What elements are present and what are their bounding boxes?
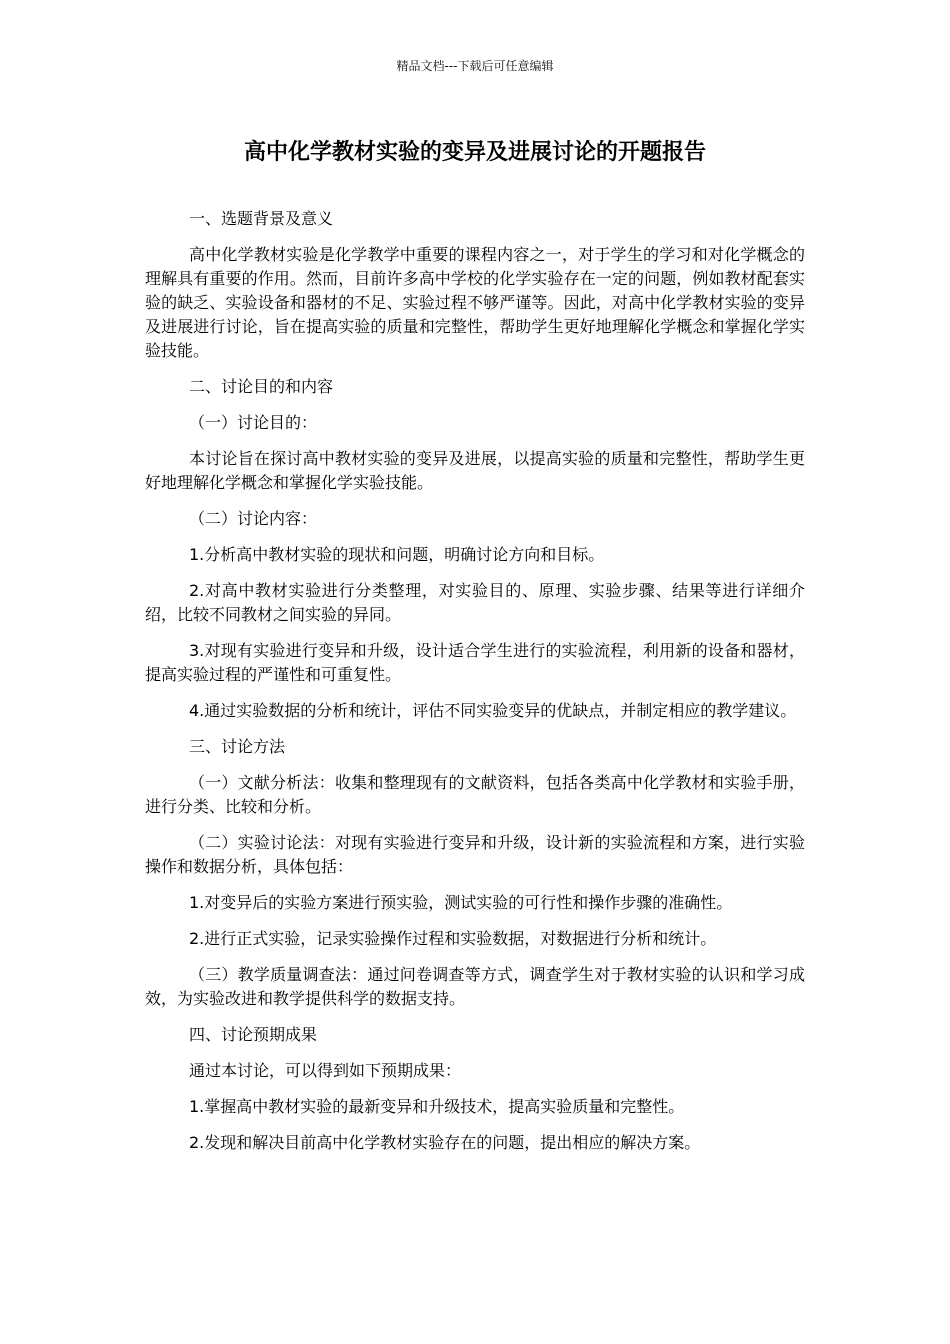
subheading-purpose: （一）讨论目的： bbox=[189, 413, 318, 432]
paragraph-purpose: 本讨论旨在探讨高中教材实验的变异及进展，以提高实验的质量和完整性，帮助学生更好地理解化学概念和掌握化学实验技能。 bbox=[145, 449, 805, 492]
paragraph-outcomes-intro: 通过本讨论，可以得到如下预期成果： bbox=[189, 1061, 462, 1080]
list-item: 2.对高中教材实验进行分类整理，对实验目的、原理、实验步骤、结果等进行详细介绍，比较不同教材之间实验的异同。 bbox=[145, 581, 805, 624]
list-item: 2.进行正式实验，记录实验操作过程和实验数据，对数据进行分析和统计。 bbox=[189, 929, 717, 948]
list-item: 1.分析高中教材实验的现状和问题，明确讨论方向和目标。 bbox=[189, 545, 605, 564]
list-item: 1.掌握高中教材实验的最新变异和升级技术，提高实验质量和完整性。 bbox=[189, 1097, 685, 1116]
page-header-note: 精品文档---下载后可任意编辑 bbox=[396, 59, 554, 73]
list-item: 4.通过实验数据的分析和统计，评估不同实验变异的优缺点，并制定相应的教学建议。 bbox=[189, 701, 797, 720]
section-heading-outcomes: 四、讨论预期成果 bbox=[189, 1025, 318, 1044]
method-literature: （一）文献分析法：收集和整理现有的文献资料，包括各类高中化学教材和实验手册，进行分类、比较和分析。 bbox=[145, 773, 805, 816]
list-item: 3.对现有实验进行变异和升级，设计适合学生进行的实验流程，利用新的设备和器材，提高实验过程的严谨性和可重复性。 bbox=[145, 641, 805, 684]
section-heading-methods: 三、讨论方法 bbox=[189, 737, 286, 756]
section-heading-purpose: 二、讨论目的和内容 bbox=[189, 377, 334, 396]
method-experiment: （二）实验讨论法：对现有实验进行变异和升级，设计新的实验流程和方案，进行实验操作和数据分析，具体包括： bbox=[145, 833, 805, 876]
document-body bbox=[145, 207, 805, 1155]
subheading-content: （二）讨论内容： bbox=[189, 509, 318, 528]
section-heading-background: 一、选题背景及意义 bbox=[189, 209, 334, 228]
document-title: 高中化学教材实验的变异及进展讨论的开题报告 bbox=[243, 140, 706, 165]
list-item: 1.对变异后的实验方案进行预实验，测试实验的可行性和操作步骤的准确性。 bbox=[189, 893, 733, 912]
paragraph-background: 高中化学教材实验是化学教学中重要的课程内容之一，对于学生的学习和对化学概念的理解具有重要的作用。然而，目前许多高中学校的化学实验存在一定的问题，例如教材配套实验的缺乏、实验设备和器材的不足、实验过程不够严谨等。因此，对高中化学教材实验的变异及进展进行讨论，旨在提高实验的质量和完整性，帮助学生更好地理解化学概念和掌握化学实验技能。 bbox=[145, 245, 805, 360]
method-survey: （三）教学质量调查法：通过问卷调查等方式，调查学生对于教材实验的认识和学习成效，为实验改进和教学提供科学的数据支持。 bbox=[145, 965, 805, 1008]
list-item: 2.发现和解决目前高中化学教材实验存在的问题，提出相应的解决方案。 bbox=[189, 1133, 701, 1152]
